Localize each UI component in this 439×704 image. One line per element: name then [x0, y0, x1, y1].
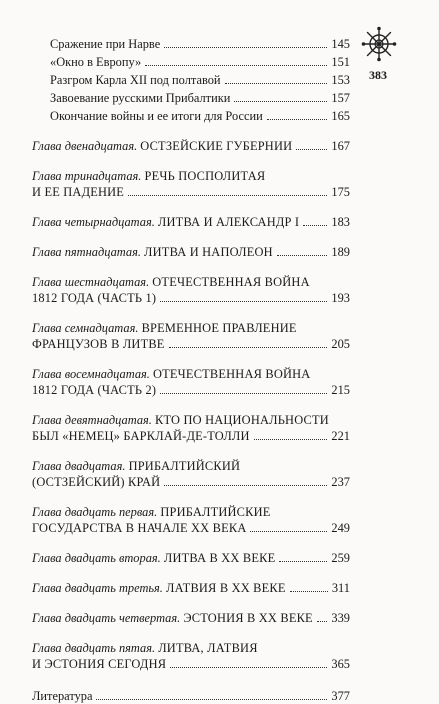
chapter-title-cont: БЫЛ «НЕМЕЦ» БАРКЛАЙ-ДЕ-ТОЛЛИ [32, 429, 250, 443]
toc-entry-literature[interactable] [32, 688, 350, 704]
chapter-line-2 [32, 336, 350, 352]
subsection-title: Окончание войны и ее итоги для России [50, 109, 263, 123]
chapter-label: Глава пятнадцатая. [32, 245, 141, 259]
chapter-label: Глава тринадцатая. [32, 169, 142, 183]
chapter-title: КТО ПО НАЦИОНАЛЬНОСТИ [154, 413, 329, 427]
chapter-label: Глава восемнадцатая. [32, 367, 150, 381]
dot-leader [296, 149, 327, 150]
chapter-line-2 [32, 184, 350, 200]
chapter-line-1 [32, 168, 350, 184]
toc-chapter[interactable] [32, 610, 350, 626]
dot-leader [160, 393, 327, 394]
chapter-title: РЕЧЬ ПОСПОЛИТАЯ [144, 169, 266, 183]
subsection-title: «Окно в Европу» [50, 55, 142, 69]
subsection-page: 145 [331, 37, 350, 51]
chapter-page: 175 [331, 185, 350, 199]
chapter-line-1 [32, 504, 350, 520]
chapter-title: ЛИТВА И НАПОЛЕОН [144, 245, 273, 259]
chapter-line-1 [32, 640, 350, 656]
dot-leader [225, 83, 328, 84]
chapter-line-1 [32, 214, 350, 230]
chapter-title: ЛИТВА, ЛАТВИЯ [158, 641, 258, 655]
toc-chapter[interactable] [32, 458, 350, 490]
chapter-title-cont: 1812 ГОДА (ЧАСТЬ 2) [32, 383, 157, 397]
dot-leader [164, 47, 327, 48]
chapter-line-1 [32, 550, 350, 566]
literature-page: 377 [331, 689, 350, 703]
chapter-line-2 [32, 382, 350, 398]
chapter-title-cont: (ОСТЗЕЙСКИЙ) КРАЙ [32, 475, 161, 489]
toc-chapter[interactable] [32, 168, 350, 200]
toc-chapter[interactable] [32, 366, 350, 398]
toc-chapter[interactable] [32, 640, 350, 672]
compass-rose-icon [361, 26, 397, 62]
chapter-line-1 [32, 458, 350, 474]
dot-leader [267, 119, 328, 120]
chapter-label: Глава шестнадцатая. [32, 275, 150, 289]
page-number: 383 [369, 68, 387, 82]
chapter-page: 249 [331, 521, 350, 535]
chapter-page: 183 [331, 215, 350, 229]
chapter-label: Глава четырнадцатая. [32, 215, 155, 229]
chapter-page: 259 [331, 551, 350, 565]
dot-leader [277, 255, 328, 256]
dot-leader [164, 485, 327, 486]
chapter-heading [32, 244, 273, 260]
subsection-list [32, 36, 350, 124]
dot-leader [279, 561, 327, 562]
chapter-heading [32, 580, 286, 596]
subsection-page: 157 [331, 91, 350, 105]
chapter-title: ОТЕЧЕСТВЕННАЯ ВОЙНА [152, 275, 310, 289]
chapter-label: Глава двенадцатая. [32, 139, 138, 153]
chapter-heading [32, 214, 299, 230]
chapter-line-2 [32, 290, 350, 306]
chapter-label: Глава девятнадцатая. [32, 413, 152, 427]
toc-subsection[interactable] [32, 54, 350, 70]
chapter-title: ОСТЗЕЙСКИЕ ГУБЕРНИИ [140, 139, 293, 153]
toc-chapter[interactable] [32, 214, 350, 230]
toc-chapter[interactable] [32, 320, 350, 352]
toc-chapter[interactable] [32, 504, 350, 536]
dot-leader [128, 195, 327, 196]
toc-subsection[interactable] [32, 72, 350, 88]
chapter-page: 189 [331, 245, 350, 259]
toc-chapter[interactable] [32, 274, 350, 306]
chapter-line-2 [32, 656, 350, 672]
chapter-page: 205 [331, 337, 350, 351]
chapter-page: 167 [331, 139, 350, 153]
dot-leader [234, 101, 327, 102]
chapter-line-1 [32, 610, 350, 626]
subsection-title: Завоевание русскими Прибалтики [50, 91, 231, 105]
chapter-line-1 [32, 580, 350, 596]
chapter-label: Глава двадцать третья. [32, 581, 163, 595]
chapter-list [32, 138, 350, 672]
chapter-title: ЛАТВИЯ В XX ВЕКЕ [166, 581, 286, 595]
chapter-heading [32, 550, 275, 566]
chapter-line-2 [32, 474, 350, 490]
chapter-line-2 [32, 428, 350, 444]
chapter-page: 221 [331, 429, 350, 443]
chapter-title: ОТЕЧЕСТВЕННАЯ ВОЙНА [152, 367, 311, 381]
chapter-page: 365 [331, 657, 350, 671]
dot-leader [290, 591, 328, 592]
chapter-page: 311 [331, 581, 350, 595]
chapter-page: 339 [331, 611, 350, 625]
chapter-page: 237 [331, 475, 350, 489]
chapter-title-cont: ФРАНЦУЗОВ В ЛИТВЕ [32, 337, 165, 351]
toc-subsection[interactable] [32, 36, 350, 52]
chapter-title: ЛИТВА В XX ВЕКЕ [163, 551, 276, 565]
dot-leader [250, 531, 327, 532]
subsection-page: 153 [331, 73, 350, 87]
chapter-line-1 [32, 320, 350, 336]
dot-leader [254, 439, 328, 440]
chapter-title-cont: И ЭСТОНИЯ СЕГОДНЯ [32, 657, 167, 671]
chapter-page: 193 [331, 291, 350, 305]
subsection-page: 165 [331, 109, 350, 123]
dot-leader [170, 667, 327, 668]
dot-leader [169, 347, 328, 348]
chapter-line-1 [32, 366, 350, 382]
literature-title: Литература [32, 689, 93, 703]
dot-leader [145, 65, 327, 66]
chapter-heading [32, 138, 292, 154]
toc-chapter[interactable] [32, 138, 350, 154]
chapter-label: Глава двадцать пятая. [32, 641, 156, 655]
chapter-title-cont: 1812 ГОДА (ЧАСТЬ 1) [32, 291, 157, 305]
table-of-contents [32, 36, 350, 704]
chapter-label: Глава семнадцатая. [32, 321, 139, 335]
dot-leader [160, 301, 327, 302]
toc-chapter[interactable] [32, 412, 350, 444]
chapter-title-cont: ГОСУДАРСТВА В НАЧАЛЕ XX ВЕКА [32, 521, 247, 535]
toc-subsection[interactable] [32, 90, 350, 106]
chapter-line-1 [32, 274, 350, 290]
chapter-title: ВРЕМЕННОЕ ПРАВЛЕНИЕ [141, 321, 297, 335]
chapter-line-1 [32, 138, 350, 154]
chapter-title-cont: И ЕЕ ПАДЕНИЕ [32, 185, 125, 199]
toc-chapter[interactable] [32, 550, 350, 566]
toc-chapter[interactable] [32, 244, 350, 260]
subsection-title: Сражение при Нарве [50, 37, 161, 51]
chapter-page: 215 [331, 383, 350, 397]
chapter-heading [32, 610, 313, 626]
dot-leader [303, 225, 327, 226]
chapter-line-1 [32, 244, 350, 260]
chapter-label: Глава двадцать четвертая. [32, 611, 181, 625]
chapter-title: ПРИБАЛТИЙСКИЙ [128, 459, 241, 473]
subsection-title: Разгром Карла XII под полтавой [50, 73, 221, 87]
chapter-label: Глава двадцать первая. [32, 505, 158, 519]
chapter-title: ПРИБАЛТИЙСКИЕ [160, 505, 271, 519]
chapter-line-1 [32, 412, 350, 428]
subsection-page: 151 [331, 55, 350, 69]
dot-leader [317, 621, 328, 622]
chapter-label: Глава двадцать вторая. [32, 551, 161, 565]
chapter-title: ЭСТОНИЯ В XX ВЕКЕ [183, 611, 313, 625]
chapter-title: ЛИТВА И АЛЕКСАНДР I [157, 215, 300, 229]
chapter-line-2 [32, 520, 350, 536]
toc-chapter[interactable] [32, 580, 350, 596]
toc-subsection[interactable] [32, 108, 350, 124]
chapter-label: Глава двадцатая. [32, 459, 126, 473]
